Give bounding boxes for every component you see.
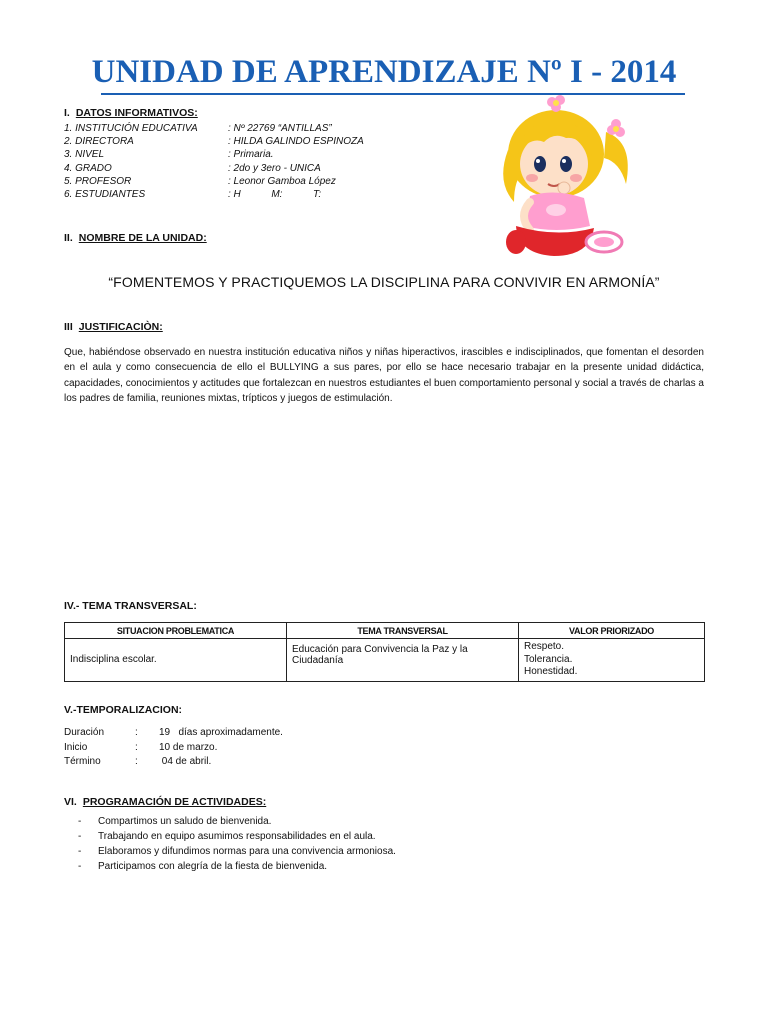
column-header: TEMA TRANSVERSAL [287, 623, 519, 639]
tempo-value: 04 de abril. [159, 756, 212, 767]
info-label: 3. NIVEL [64, 149, 105, 160]
activity-text: Participamos con alegría de la fiesta de bienvenida. [98, 861, 328, 872]
info-value: : H M: T: [228, 189, 322, 200]
section-programacion-heading [64, 796, 266, 808]
activity-text: Elaboramos y difundimos normas para una convivencia armoniosa. [98, 846, 396, 857]
section-title: JUSTIFICACIÒN: [78, 321, 163, 333]
column-header: VALOR PRIORIZADO [519, 623, 705, 639]
girl-illustration [494, 92, 644, 264]
section-temporalizacion-heading: V.-TEMPORALIZACION: [64, 704, 183, 716]
bullet-dash: - [78, 816, 82, 827]
table-header-row [65, 623, 705, 639]
info-label: 4. GRADO [64, 163, 112, 174]
info-value: : HILDA GALINDO ESPINOZA [228, 136, 364, 147]
info-label: 5. PROFESOR [64, 176, 132, 187]
page-title: UNIDAD DE APRENDIZAJE Nº I - 2014 [91, 54, 677, 90]
info-value: : 2do y 3ero - UNICA [228, 163, 321, 174]
section-nombre-unidad-heading [64, 232, 207, 244]
tempo-value: 19 días aproximadamente. [159, 727, 283, 738]
valor-item: Respeto. [524, 641, 565, 652]
section-title: PROGRAMACIÓN DE ACTIVIDADES: [82, 796, 267, 808]
section-number: VI. [64, 796, 77, 808]
table-row [65, 639, 705, 682]
tema-transversal-table [64, 622, 705, 682]
bullet-dash: - [78, 846, 82, 857]
section-tema-transversal-heading: IV.- TEMA TRANSVERSAL: [64, 600, 197, 612]
bullet-dash: - [78, 831, 82, 842]
section-number: II. [64, 232, 73, 244]
bullet-dash: - [78, 861, 82, 872]
tempo-label: Duración [64, 727, 105, 738]
section-title: DATOS INFORMATIVOS: [75, 107, 198, 119]
section-datos-informativos-heading [64, 107, 198, 119]
tempo-value: 10 de marzo. [159, 742, 218, 753]
info-label: 6. ESTUDIANTES [64, 189, 146, 200]
table-cell-tema: Educación para Convivencia la Paz y la Ciudadanía [287, 639, 519, 682]
info-value: : Leonor Gamboa López [228, 176, 336, 187]
info-label: 1. INSTITUCIÓN EDUCATIVA [64, 123, 198, 134]
info-value: : Nº 22769 “ANTILLAS” [228, 123, 332, 134]
section-justificacion-heading [64, 321, 163, 333]
tempo-label: Término [64, 756, 101, 767]
tempo-colon: : [135, 742, 138, 753]
section-number: I. [64, 107, 70, 119]
valor-item: Tolerancia. [524, 653, 573, 665]
section-title: NOMBRE DE LA UNIDAD: [78, 232, 207, 244]
unit-name: “FOMENTEMOS Y PRACTIQUEMOS LA DISCIPLINA PARA CONVIVIR EN ARMONÍA” [108, 274, 660, 290]
tempo-colon: : [135, 727, 138, 738]
section-number: III [64, 321, 73, 333]
justification-text: Que, habiéndose observado en nuestra institución educativa niños y niñas hiperactivos, irascibles e indisciplinados, que fomentan el desorden en el aula y como consecuencia de ello el BULLYING a sus pares, por ello se hace necesario trabajar en la presente unidad didáctica, capacidades, conocimientos y actitudes que fortalezcan en nuestros estudiantes el buen comportamiento personal y social a través de charlas a los padres de familia, reuniones mixtas, trípticos y juegos de estimulación. [64, 347, 704, 405]
column-header: SITUACION PROBLEMATICA [65, 623, 287, 639]
activity-text: Compartimos un saludo de bienvenida. [98, 816, 272, 827]
table-cell-situacion: Indisciplina escolar. [65, 639, 287, 682]
tempo-label: Inicio [64, 742, 88, 753]
table-cell-valores [519, 639, 705, 682]
activity-text: Trabajando en equipo asumimos responsabilidades en el aula. [98, 831, 376, 842]
info-label: 2. DIRECTORA [64, 136, 134, 147]
tempo-colon: : [135, 756, 138, 767]
info-value: : Primaria. [228, 149, 274, 160]
valor-item: Honestidad. [524, 666, 578, 677]
